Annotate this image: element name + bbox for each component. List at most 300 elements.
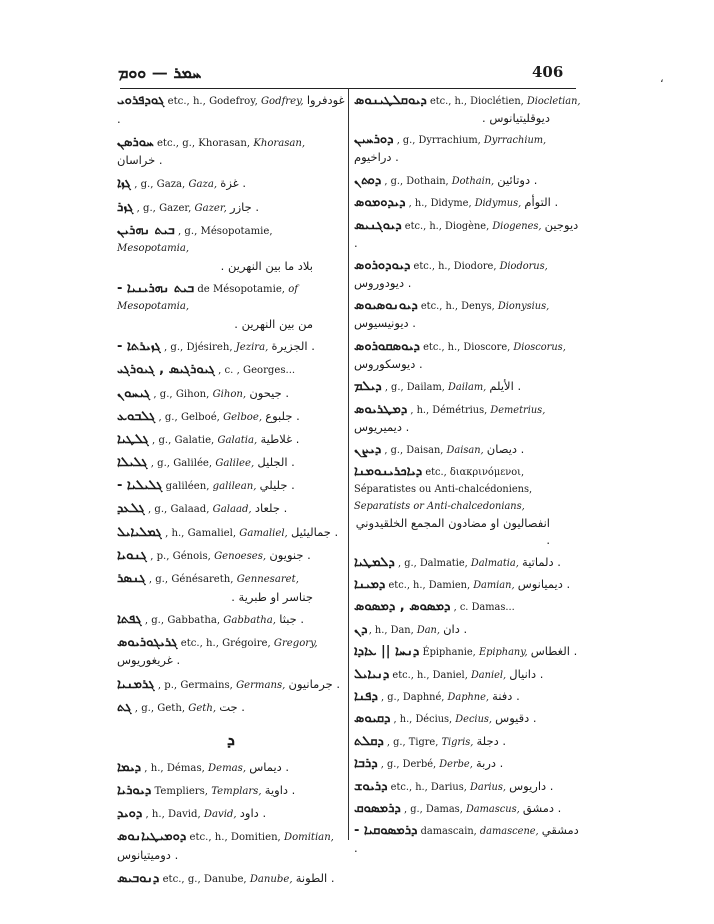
dictionary-entry [117,280,345,334]
french-gloss: Tigre, [408,736,439,748]
dictionary-entry [354,378,582,396]
grammar-label: , g., [148,504,168,516]
grammar-label: , g., [158,411,178,423]
syriac-headword: ܕܝܘܕܘܪܘܣ [354,257,411,273]
grammar-label: , g., [148,574,169,585]
arabic-gloss: جليلي . [259,478,295,493]
french-gloss: Gelboé, [180,411,220,423]
dictionary-entry [354,822,582,858]
syriac-headword: ܕܪܡܣܘܩ [354,800,401,816]
dictionary-entry [117,524,345,543]
syriac-headword: ܓܠܥܕ [117,501,145,517]
syriac-headword: ܕܘܝܕ [117,806,143,822]
section-letter: ܕ [227,730,235,750]
grammar-label: , p., [157,679,178,691]
grammar-label: etc., h., [392,669,430,681]
french-gloss: Danube, [203,874,247,885]
dictionary-entry [117,92,345,129]
arabic-gloss: جلعاد . [254,501,288,516]
french-gloss: Khorasan, [198,137,251,149]
dictionary-entry [117,385,345,404]
grammar-label: , h., [393,714,413,726]
arabic-gloss: دلماتية . [522,554,561,569]
syriac-headword: ܓܝܘܪܓܝܣ , ܓܝܘܪܓܝ [117,362,215,378]
french-gloss: Galatie, [174,434,215,446]
syriac-headword: - ܕܪܡܣܘܩܝܐ [354,823,418,839]
english-gloss: Diocletian, [526,96,581,107]
french-gloss: Galilée, [173,458,213,470]
syriac-headword: ܚܘܪܣܢ [117,134,154,150]
english-gloss: Diogenes, [492,220,542,232]
arabic-gloss: خراسان . [117,153,163,168]
grammar-label: etc., g., [162,874,201,885]
french-gloss: Damien, [428,580,471,592]
grammar-label: , g., [384,444,404,456]
french-gloss: Derbé, [402,759,437,771]
dictionary-entry [117,782,345,801]
arabic-gloss: ديوقليتيانوس . [482,111,550,125]
french-gloss: Séparatistes ou Anti-chalcédoniens, [354,484,533,496]
french-gloss: Darius, [430,781,467,793]
french-gloss: Damas, [425,803,463,815]
arabic-gloss: دوميتيانوس . [117,847,179,862]
french-gloss: Dothain, [406,175,449,187]
syriac-headword: ܕܝܘܩܠܛܝܢܘܣ [354,93,427,108]
dictionary-entry [354,257,582,293]
english-gloss: Demas, [208,762,247,774]
arabic-gloss: دفنة . [492,689,520,704]
arabic-gloss: دقيوس . [495,711,537,726]
syriac-headword: ܕܪܒܐ [354,756,378,772]
syriac-headword: ܓܪܝܓܘܪܝܘܣ [117,634,178,650]
arabic-gloss: ديوجين . [354,217,579,250]
arabic-gloss: جيحون . [249,385,290,400]
grammar-label: , g., [144,614,165,626]
dictionary-entry [354,733,582,751]
english-gloss: galilean, [212,481,257,493]
french-gloss: Génésareth, [171,574,234,585]
french-gloss: Dyrrachium, [418,135,481,147]
english-gloss: Didymus, [474,198,522,210]
syriac-headword: ܕܝܘܪܝܐ [117,782,152,798]
french-gloss: Décius, [415,714,453,726]
grammar-label: , g., [134,179,154,191]
french-gloss: Diogène, [445,220,490,232]
english-gloss: Dan, [416,624,440,636]
english-gloss: Genoeses, [214,550,267,562]
arabic-gloss: دربة . [475,756,504,771]
grammar-label: , g., [178,225,198,237]
grammar-label: etc., [425,467,447,479]
arabic-gloss: دانيال . [509,666,544,681]
french-gloss: Domitien, [230,832,281,844]
arabic-gloss: الجزيرة . [271,339,315,354]
french-gloss: Démas, [166,762,205,774]
french-gloss: galiléen, [165,481,210,493]
syriac-headword: ܕܡܛܪܝܘܣ [354,401,408,417]
dictionary-entry [117,611,345,630]
arabic-gloss: من بين النهرين . [234,316,313,331]
arabic-gloss: ديميريوس . [354,419,410,434]
english-gloss: Godfrey, [261,96,304,107]
english-gloss: Gazer, [194,202,227,214]
syriac-headword: ܕܝܘܓܢܝܣ [354,217,402,233]
arabic-gloss: ديميانوس . [517,577,571,592]
dictionary-entry [117,454,345,473]
english-gloss: Khorasan, [253,137,306,149]
dictionary-entry [117,175,345,194]
english-gloss: David, [203,809,237,821]
dictionary-entry [354,621,582,639]
dictionary-entry [354,194,582,212]
arabic-gloss: دمشق . [522,800,562,815]
english-gloss: Dailam, [448,382,487,394]
dictionary-entry [354,576,582,594]
english-gloss: Gregory, [273,637,318,649]
french-gloss: Didyme, [430,198,472,210]
arabic-gloss: دجلة . [476,733,506,748]
dictionary-entry [354,778,582,796]
english-gloss: Dalmatia, [470,557,519,569]
grammar-label: etc., h., [180,637,219,649]
grammar-label: etc., h., [423,341,461,353]
grammar-label: , g., [396,135,416,147]
grammar-label: , h., [410,404,430,416]
french-gloss: Dioclétien, [470,96,524,107]
english-gloss: Galaad, [212,504,252,516]
english-gloss: Daphne, [447,692,490,704]
english-gloss: Daniel, [470,669,507,681]
arabic-gloss: داريوس . [509,778,554,793]
syriac-headword: ܕܡܝܢܐ [354,577,386,593]
french-gloss: Gazer, [159,202,192,214]
grammar-label: etc., h., [388,580,426,592]
syriac-headword: ܓܪܡܢܝܐ [117,676,155,692]
french-gloss: Godefroy, [209,96,258,107]
syriac-headword: ܕܘܡܝܛܝܐܢܘܣ [117,829,187,845]
dictionary-entry [117,676,345,695]
arabic-gloss: ديصان . [486,441,525,456]
english-gloss: Epiphany, [478,647,528,659]
margin-mark: ، [660,72,664,85]
dictionary-entry [117,500,345,519]
french-gloss: Dailam, [406,382,445,394]
running-head: ܚܡܪ — ܘܘܡ [118,63,202,82]
grammar-label: , c. [453,602,469,614]
french-gloss: Dalmatie, [419,557,468,569]
english-gloss: damascene, [479,826,539,838]
grammar-label: , g., [397,557,417,569]
left-column [117,92,345,893]
arabic-gloss: جرمانيون . [288,676,341,691]
dictionary-entry [354,338,582,374]
syriac-headword: ܕܩܝܘܣ [354,711,391,727]
arabic-gloss: غريغوريوس . [117,653,181,668]
english-gloss: Gennesaret, [236,574,299,585]
arabic-gloss: جلبوع . [265,408,300,423]
column-divider [348,88,349,840]
arabic-gloss: ديودوروس . [354,275,412,290]
french-gloss: Gihon, [175,388,210,400]
dictionary-entry [354,441,582,459]
english-gloss: Tigris, [441,736,474,748]
dictionary-entry [117,134,345,171]
grammar-label: , g., [134,702,155,714]
grammar-label: etc., g., [156,137,196,149]
syriac-headword: ܕܝܐܟܪܝܢܘܡܢܐ [354,464,423,480]
dictionary-entry [354,554,582,572]
french-gloss: Germains, [180,679,233,691]
english-gloss: Daisan, [446,444,484,456]
dictionary-entry [354,131,582,167]
dictionary-entry [117,408,345,427]
grammar-label: , h., [165,527,185,539]
arabic-gloss: الطونة . [295,871,335,885]
dictionary-entry [354,800,582,818]
dictionary-entry [354,666,582,684]
syriac-headword: - ܓܠܝܠܝܐ [117,478,163,494]
syriac-headword: ܓܦܬܐ [117,611,142,627]
syriac-headword: ܓܠܝܠܐ [117,455,148,471]
dictionary-entry [354,217,582,253]
english-gloss: Gamaliel, [239,527,288,539]
arabic-gloss: جت . [219,699,245,714]
arabic-gloss: دوتائين . [497,172,538,187]
french-gloss: Daphné, [402,692,445,704]
syriac-headword: ܓܢܘܝܐ [117,547,147,563]
grammar-label: etc., h., [404,220,442,232]
grammar-label: etc., h., [429,96,468,107]
syriac-headword: ܕܝܡܐ [117,759,142,775]
french-gloss: Gamaliel, [187,527,237,539]
syriac-headword: ܕܦܢܐ [354,689,378,705]
syriac-headword: ܕܝܕܘܡܘܣ [354,195,406,211]
syriac-headword: ܕܢܘܒܝܣ [117,871,160,886]
grammar-label: , p., [150,550,170,562]
english-gloss: Galatia, [217,434,258,446]
arabic-gloss: الأيلم . [489,379,522,394]
french-gloss: Mésopotamie, [200,225,273,237]
dictionary-entry [354,643,582,661]
greek-term: διακρινόμενοι, [449,467,525,479]
syriac-headword: ܓܠܛܝܐ [117,431,149,447]
syriac-headword: ܕܝܘܣܩܘܪܘܣ [354,338,420,354]
french-gloss: Daniel, [432,669,468,681]
syriac-headword: - ܒܝܬ ܢܗܪܝܢܝܐ [117,280,195,296]
dictionary-entry [117,199,345,218]
dictionary-entry [117,759,345,778]
french-gloss: de Mésopotamie, [197,283,285,295]
english-gloss: Domitian, [283,832,334,844]
dictionary-entry [117,828,345,865]
grammar-label: , g., [150,458,171,470]
grammar-label: , h., [368,624,388,636]
french-gloss: Galaad, [170,504,210,516]
french-gloss: Geth, [157,702,186,714]
english-gloss: Mesopotamia, [117,243,190,255]
right-column [354,92,582,863]
syriac-headword: ܓܝܚܘܢ [117,385,151,401]
syriac-headword: ܕܘܪܚܝܢ [354,132,394,148]
arabic-gloss: انفصاليون او مضادون المجمع الخلقيدوني . [355,516,550,548]
english-gloss: Jezira, [235,342,269,354]
grammar-label: , g., [381,692,400,704]
english-gloss: Darius, [470,781,506,793]
grammar-label: etc., h., [390,781,428,793]
arabic-gloss: جماليئيل . [290,524,339,539]
syriac-headword: ܕܢܚܐ || ܥܐܕܐ [354,644,420,660]
syriac-headword: ܕܪܝܘܫ [354,778,388,794]
arabic-gloss: جنويون . [269,547,311,562]
arabic-gloss: التوأم . [524,195,559,210]
syriac-headword: ܓܘܕܦܪܘܝ [117,93,165,108]
english-gloss: Templars, [211,785,262,797]
dictionary-entry [117,805,345,824]
syriac-headword: ܕܠܡܛܝܐ [354,554,395,570]
english-gloss: Dothain, [451,175,495,187]
grammar-label: etc., h., [413,260,451,272]
dictionary-entry [117,870,345,889]
grammar-label: , g., [384,382,404,394]
grammar-label: , g., [380,759,400,771]
dictionary-entry [354,401,582,437]
french-gloss: Démétrius, [432,404,488,416]
arabic-gloss: جبثا . [279,611,305,626]
french-gloss: , Georges... [236,365,296,377]
syriac-headword: ܕܝܠܡ [354,379,382,395]
grammar-label: , h., [144,762,164,774]
syriac-headword: ܕܡܣܘܣ , ܕܡܣܘܣ [354,599,451,615]
grammar-label: etc., h., [189,832,228,844]
english-gloss: Derbe, [439,759,473,771]
syriac-headword: ܓܠܒܘܥ [117,408,156,424]
french-gloss: Diodore, [453,260,497,272]
english-gloss: Dioscorus, [513,341,566,353]
arabic-gloss: داوية . [264,782,296,797]
dictionary-entry [117,570,345,606]
grammar-label: , g., [403,803,423,815]
english-gloss: Decius, [455,714,493,726]
arabic-gloss: ديوسكوروس . [354,356,423,371]
syriac-headword: ܕܝܘܢܘܣܝܘܣ [354,298,418,314]
french-gloss: damascain, [420,826,477,838]
dictionary-entry [117,547,345,566]
english-gloss: Damian, [473,580,515,592]
grammar-label: , h., [145,809,165,821]
dictionary-entry [354,598,582,616]
french-gloss: Dioscore, [463,341,511,353]
dictionary-entry [117,634,345,671]
dictionary-entry [117,361,345,380]
grammar-label: , g., [153,388,173,400]
arabic-gloss: جازر . [230,199,260,214]
english-gloss: Gaza, [188,179,218,191]
syriac-headword: ܕܝܨܢ [354,441,382,457]
dictionary-entry [354,755,582,773]
dictionary-entry [354,297,582,333]
syriac-headword: ܕܢܝܐܝܠ [354,666,390,682]
french-gloss: Djésireh, [186,342,233,354]
arabic-gloss: ديماس . [249,759,290,774]
grammar-label: , g., [384,175,404,187]
syriac-headword: ܓܡܠܝܐܝܠ [117,524,162,540]
arabic-gloss: الجليل . [257,455,295,470]
french-gloss: Templiers, [154,785,208,797]
dictionary-entry [117,431,345,450]
arabic-gloss: جناسر او طبرية . [231,589,313,604]
english-gloss: Dyrrachium, [483,135,547,147]
french-gloss: Génois, [172,550,211,562]
english-gloss: Geth, [188,702,217,714]
english-gloss: Separatists or Anti-chalcedonians, [354,501,525,513]
page-number: 406 [532,63,564,81]
english-gloss: Germans, [236,679,286,691]
french-gloss: Damas... [471,602,515,614]
grammar-label: , h., [408,198,428,210]
english-gloss: Demetrius, [490,404,546,416]
dictionary-entry [117,699,345,718]
dictionary-entry [354,688,582,706]
syriac-headword: ܒܝܬ ܢܗܪܝܢ [117,222,175,238]
dictionary-entry [117,477,345,496]
grammar-label: etc., h., [167,96,206,107]
english-gloss: Gabbatha, [223,614,276,626]
english-gloss: Diodorus, [499,260,548,272]
dictionary-entry [354,92,582,127]
arabic-gloss: داود . [239,806,267,821]
english-gloss: of Mesopotamia, [117,283,299,313]
english-gloss: Gihon, [212,388,247,400]
dictionary-entry [354,172,582,190]
dictionary-entry [354,463,582,549]
grammar-label: , g., [152,434,172,446]
english-gloss: Dionysius, [497,301,550,313]
dictionary-entry [354,710,582,728]
grammar-label: , g., [386,736,406,748]
french-gloss: Gaza, [156,179,186,191]
syriac-headword: ܕܢ [354,621,366,637]
arabic-gloss: غلاطية . [260,431,300,446]
syriac-headword: ܓܙܐ [117,176,131,192]
english-gloss: Damascus, [465,803,520,815]
arabic-gloss: دمشقي . [354,823,579,856]
english-gloss: Danube, [249,874,293,885]
english-gloss: Gelboe, [223,411,263,423]
arabic-gloss: بلاد ما بين النهرين . [220,258,313,273]
syriac-headword: ܓܢܣܪ [117,571,146,586]
arabic-gloss: ديونيسيوس . [354,316,416,331]
syriac-headword: ܕܘܬܢ [354,172,382,188]
arabic-gloss: غودفروا . [117,93,345,126]
dictionary-entry [117,338,345,357]
french-gloss: Denys, [461,301,495,313]
french-gloss: Grégoire, [222,637,271,649]
french-gloss: Gabbatha, [167,614,221,626]
grammar-label: etc., h., [420,301,458,313]
grammar-label: , g., [136,202,156,214]
french-gloss: Dan, [390,624,414,636]
arabic-gloss: دان . [443,621,468,636]
english-gloss: Galilee, [215,458,255,470]
syriac-headword: - ܓܙܝܪܬܐ [117,339,161,355]
syriac-headword: ܕܩܠܬ [354,733,384,749]
dictionary-entry [117,222,345,276]
syriac-headword: ܓܙܪ [117,199,134,215]
arabic-gloss: الغطاس . [530,644,578,659]
arabic-gloss: دراخيوم . [354,150,399,165]
french-gloss: Épiphanie, [422,647,476,659]
grammar-label: , c. [218,365,234,377]
